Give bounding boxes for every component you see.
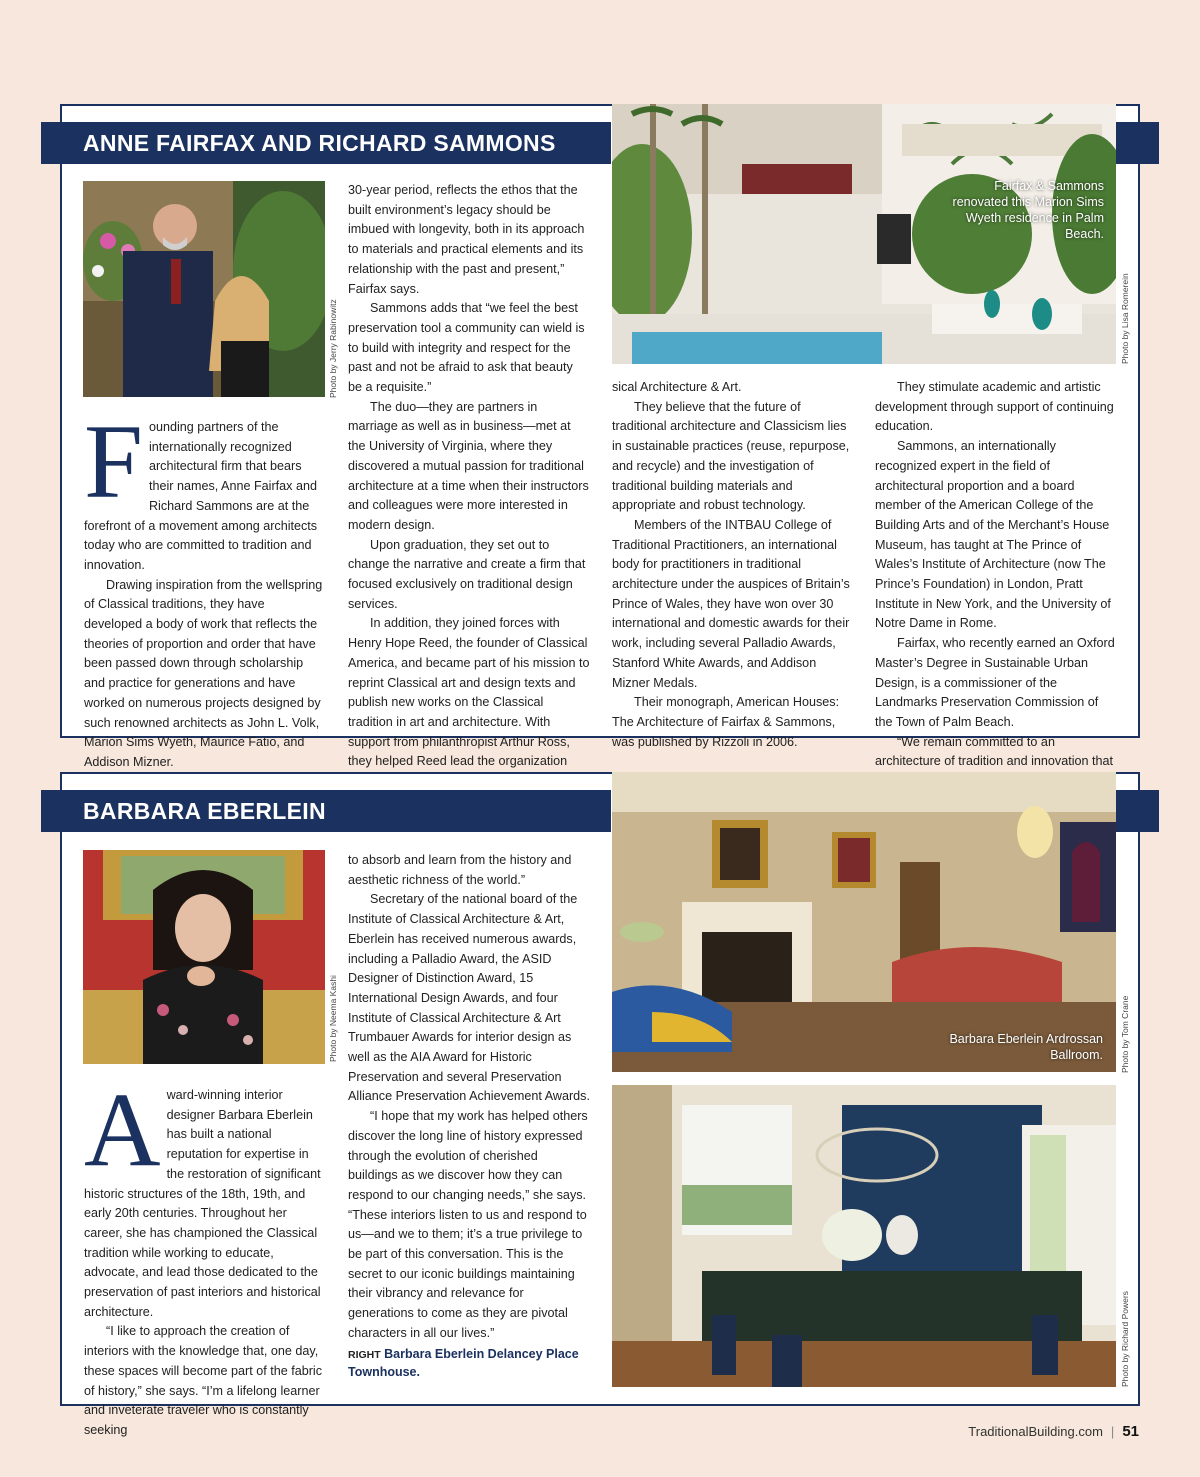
photo-credit: Photo by Richard Powers [1120,1291,1130,1387]
paragraph: ounding partners of the internationally recognized architectural firm that bears their names, Anne Fairfax and Richard Sammons are at the forefront of a movement among architects today who are committed to tradition and innovation. [84,420,318,572]
paragraph: They stimulate academic and artistic development through support of continuing education. [875,380,1114,434]
section-heading-band [41,122,611,164]
photo-caption-right [348,1346,588,1381]
ardrossan-ballroom-photo [612,772,1116,1072]
photo-caption: Barbara Eberlein Ardrossan Ballroom. [949,1032,1103,1062]
section-heading: BARBARA EBERLEIN [83,798,326,824]
page-footer [968,1423,1139,1440]
paragraph: 30-year period, reflects the ethos that the built environment’s legacy should be imbued with longevity, both in its approach to materials and practical elements and its relationship with the past and present,” Fairfax says. [348,183,585,296]
section-heading: ANNE FAIRFAX AND RICHARD SAMMONS [83,130,556,156]
photo-credit: Photo by Neema Kashi [328,975,338,1062]
article-column-2 [348,181,590,831]
delancey-place-dining-photo [612,1085,1116,1387]
paragraph: to absorb and learn from the history and aesthetic richness of the world.” [348,853,572,887]
article-column-4 [875,378,1119,811]
page-number: 51 [1122,1423,1139,1440]
heading-band-right-tab [1115,122,1159,164]
caption-direction-label: RIGHT [348,1349,381,1361]
paragraph: “We remain committed to an architecture of tradition and innovation that [875,734,1114,769]
paragraph: “I like to approach the creation of interiors with the knowledge that, one day, these spaces will become part of the fabric of history,” she says. “I’m a lifelong learner and inveterate traveler who is constantly seeking [84,1324,323,1437]
paragraph: Secretary of the national board of the Institute of Classical Architecture & Art, Eberlein has received numerous awards, including a Palladio Award, the ASID Designer of Distinction Award, 15 International Design Awards, and four Institute of Classical Architecture & Art Trumbauer Awards for interior design as well as the AIA Award for Historic Preservation and several Preservation Alliance Preservation Achievement Awards. [348,892,590,1104]
portrait-barbara-eberlein [83,850,325,1064]
paragraph: “I hope that my work has helped others discover the long line of history expressed through the evolution of cherished buildings as we discover how they can respond to our changing needs,” she says. “These interiors listen to us and respond to us—and we to them; it’s a true privilege to be part of this conversation. This is the secret to our iconic buildings maintaining their vibrancy and relevance for generations to come as they are pivotal characters in all our lives.” [348,1109,588,1340]
article-column-3 [612,378,854,752]
section-heading-band [41,790,611,832]
drop-cap: A [84,1071,161,1188]
paragraph: In addition, they joined forces with Henry Hope Reed, the founder of Classical America, and became part of his mission to reprint Classical art and design texts and publish new works on the Classical tradition in art and architecture. With support from philanthropist Arthur Ross, they helped Reed lead the organization [348,616,590,769]
paragraph: Sammons adds that “we feel the best preservation tool a community can wield is to build with integrity and respect for the past and not be afraid to ask that beauty be a requisite.” [348,301,585,395]
caption-text: Barbara Eberlein Delancey Place Townhouse. [348,1347,579,1379]
footer-site: TraditionalBuilding.com [968,1424,1103,1439]
paragraph: Upon graduation, they set out to change the narrative and create a firm that focused exclusively on traditional design services. [348,537,586,611]
paragraph: Members of the INTBAU College of Traditional Practitioners, an international body for practitioners in traditional architecture under the auspices of Britain’s Prince of Wales, they have won over 30 international and domestic awards for their work, including several Palladio Awards, Stanford White Awards, and Addison Mizner Medals. [612,517,850,690]
drop-cap: F [84,403,143,520]
photo-credit: Photo by Lisa Romerein [1120,273,1130,364]
photo-caption: Fairfax & Sammons renovated this Marion Sims Wyeth residence in Palm Beach. [952,179,1104,241]
paragraph: The duo—they are partners in marriage as well as in business—met at the University of Virginia, where they discovered a mutual passion for traditional architecture at a time when their instructors and colleagues were more interested in modern design. [348,399,589,532]
photo-credit: Photo by Tom Crane [1120,995,1130,1073]
paragraph: ward-winning interior designer Barbara Eberlein has built a national reputation for expertise in the restoration of significant historic structures of the 18th, 19th, and early 20th centuries. Throughout her career, she has championed the Classical tradition while working to educate, advocate, and lead those dedicated to the preservation of past interiors and historical architecture. [84,1088,321,1319]
paragraph: They believe that the future of traditional architecture and Classicism lies in sustainable practices (reuse, repurpose, and recycle) and the investigation of traditional building materials and appropriate and robust technology. [612,399,850,513]
article-column-1 [84,1071,326,1441]
footer-separator: | [1110,1424,1115,1439]
paragraph: Drawing inspiration from the wellspring of Classical traditions, they have developed a body of work that reflects the theories of proportion and order that have been passed down through scholarship and practice for generations and have worked on numerous projects designed by such renowned architects as John L. Volk, Marion Sims Wyeth, Maurice Fatio, and Addison Mizner. [84,577,323,769]
portrait-fairfax-sammons [83,181,325,397]
article-column-1 [84,403,326,792]
photo-credit: Photo by Jerry Rabinowitz [328,299,338,398]
paragraph: Their monograph, American Houses: The Architecture of Fairfax & Sammons, was published by Rizzoli in 2006. [612,695,840,749]
article-column-2 [348,851,590,1344]
heading-band-right-tab [1115,790,1159,832]
paragraph: Fairfax, who recently earned an Oxford Master’s Degree in Sustainable Urban Design, is a commissioner of the Landmarks Preservation Commission of the Town of Palm Beach. [875,636,1115,729]
paragraph: sical Architecture & Art. [612,380,742,394]
paragraph: Sammons, an internationally recognized expert in the field of architectural proportion and a board member of the American College of the Building Arts and of the Merchant’s House Museum, has taught at The Prince of Wales’s Institute of Architecture (now The Prince’s Foundation) in London, Pratt Institute in New York, and the University of Notre Dame in Rome. [875,439,1111,631]
